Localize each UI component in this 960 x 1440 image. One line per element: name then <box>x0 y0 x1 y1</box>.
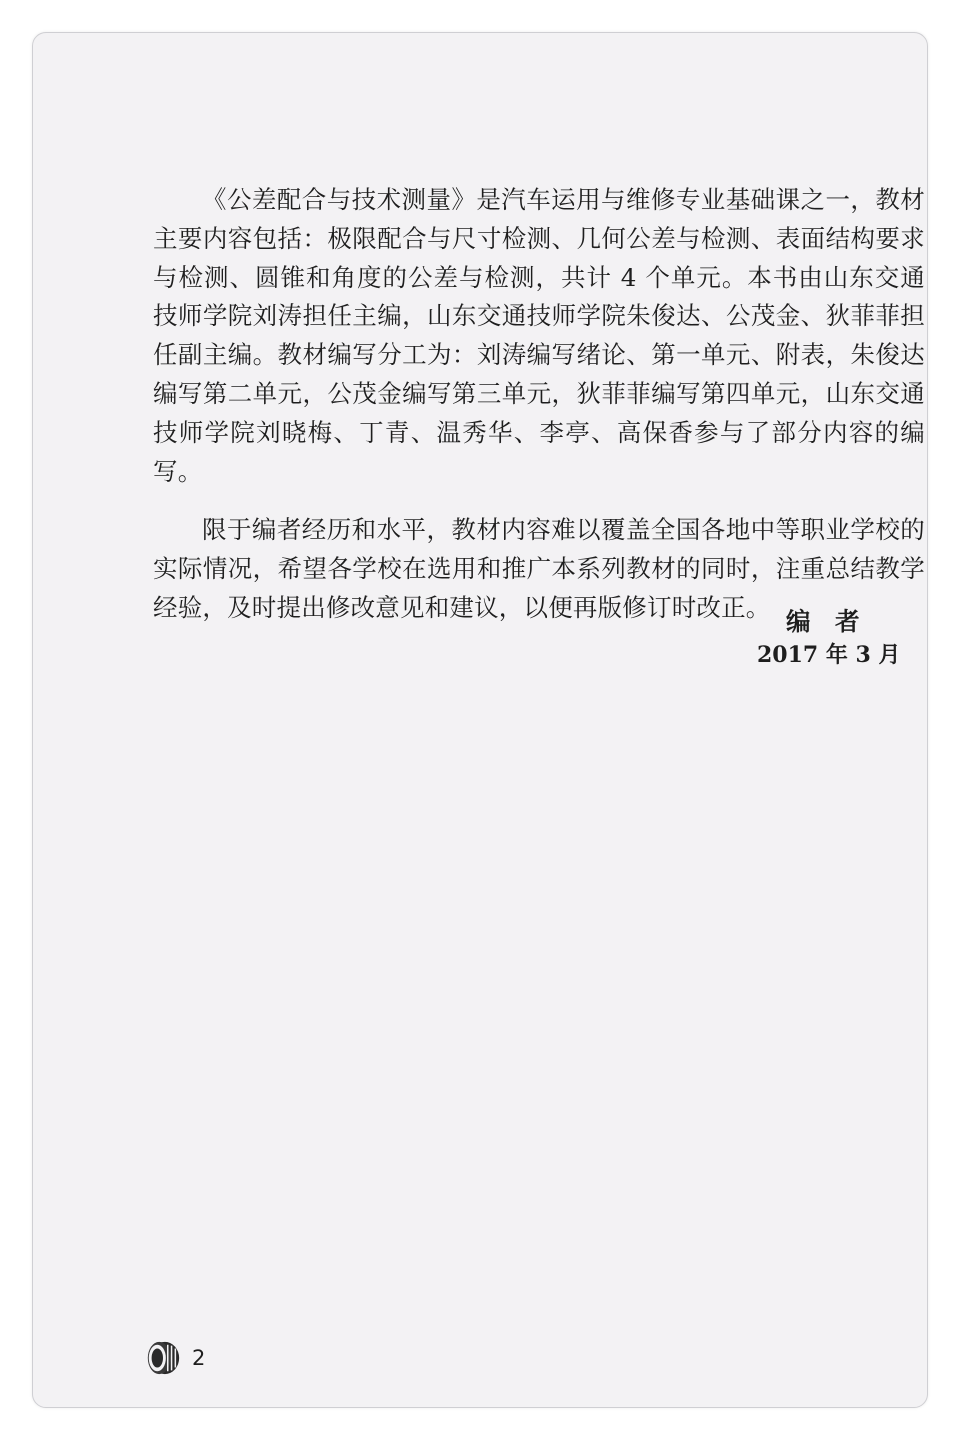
page-number: 2 <box>192 1346 206 1370</box>
signature-date: 2017 年 3 月 <box>757 642 901 668</box>
page-footer <box>144 1339 205 1377</box>
preface-paragraph-2: 限于编者经历和水平，教材内容难以覆盖全国各地中等职业学校的实际情况，希望各学校在选用和推广本系列教材的同时，注重总结教学经验，及时提出修改意见和建议，以便再版修订时改正。 <box>153 515 925 622</box>
preface-body <box>153 181 925 648</box>
preface-paragraph-1: 《公差配合与技术测量》是汽车运用与维修专业基础课之一，教材主要内容包括：极限配合与尺寸检测、几何公差与检测、表面结构要求与检测、圆锥和角度的公差与检测，共计 4 个单元。本书由山东交通技师学院刘涛担任主编，山东交通技师学院朱俊达、公茂金、狄菲菲担任副主编。教材编写分工为：刘涛编写绪论、第一单元、附表，朱俊达编写第二单元，公茂金编写第三单元，狄菲菲编写第四单元，山东交通技师学院刘晓梅、丁青、温秀华、李亭、高保香参与了部分内容的编写。 <box>153 185 925 486</box>
signature-author: 编 者 <box>786 607 868 636</box>
tire-icon <box>144 1339 182 1377</box>
book-page <box>32 32 928 1408</box>
